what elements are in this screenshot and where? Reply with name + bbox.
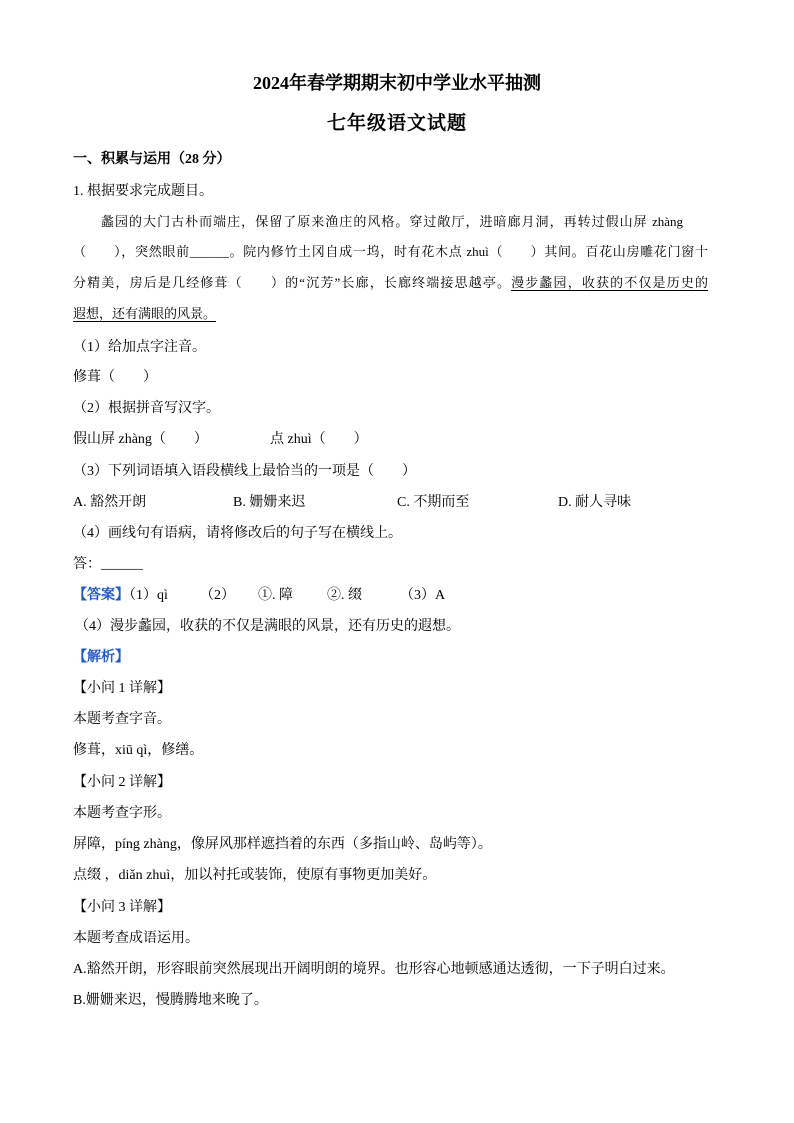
answer-part-4: （4）漫步蠡园，收获的不仅是满眼的风景，还有历史的遐想。	[75, 619, 460, 634]
analysis-line: 本题考查字音。	[73, 712, 171, 727]
underlined-sentence-part-1: 漫步蠡园，收获的不仅是历史的	[511, 275, 708, 290]
answer-part-1: （1）qì	[122, 588, 168, 603]
analysis-label: 【解析】	[73, 650, 129, 665]
analysis-line: 本题考查字形。	[73, 806, 171, 821]
sub-question-1-item: 修葺（ ）	[73, 370, 157, 385]
answer-label: 【答案】	[73, 588, 129, 603]
page-title: 2024年春学期期末初中学业水平抽测	[253, 73, 541, 93]
page-subtitle: 七年级语文试题	[326, 113, 467, 134]
answer-row	[73, 586, 493, 606]
passage-line-3	[73, 273, 708, 293]
sub-question-4-prompt: （4）画线句有语病，请将修改后的句子写在横线上。	[73, 526, 402, 541]
underlined-sentence-part-2: 遐想，还有满眼的风景。	[73, 306, 217, 321]
answer-part-2a: ①. 障	[258, 588, 293, 603]
passage-line-3-plain: 分精美，房后是几经修葺（ ）的“沉芳”长廊，长廊终端接思越亭。	[73, 275, 512, 290]
option-d: D. 耐人寻味	[558, 495, 632, 510]
sub-question-2-item: 点 zhuì（ ）	[270, 432, 368, 447]
analysis-line: A.豁然开朗，形容眼前突然展现出开阔明朗的境界。也形容心地顿感通达透彻，一下子明白过来。	[73, 962, 675, 977]
option-c: C. 不期而至	[397, 495, 470, 510]
answer-part-2b: ②. 缀	[327, 588, 362, 603]
passage-line-1: 蠡园的大门古朴而端庄，保留了原来渔庄的风格。穿过敞厅，进暗廊月洞，再转过假山屏 zhàng	[101, 214, 683, 229]
analysis-line: 点缀 ，diǎn zhuì，加以衬托或装饰，使原有事物更加美好。	[73, 868, 437, 883]
analysis-line: B.姗姗来迟，慢腾腾地来晚了。	[73, 993, 268, 1008]
analysis-line: 屏障，píng zhàng，像屏风那样遮挡着的东西（多指山岭、岛屿等）。	[73, 837, 492, 852]
answer-part-2: （2）	[200, 588, 235, 603]
question-1-prompt: 1. 根据要求完成题目。	[73, 184, 213, 199]
section-heading: 一、积累与运用（28 分）	[73, 152, 231, 167]
analysis-subheading: 【小问 1 详解】	[73, 681, 171, 696]
analysis-subheading: 【小问 3 详解】	[73, 900, 171, 915]
sub-question-2-prompt: （2）根据拼音写汉字。	[73, 401, 220, 416]
answer-part-3: （3）A	[400, 588, 446, 603]
option-a: A. 豁然开朗	[73, 495, 147, 510]
passage-line-2: （ ），突然眼前______。院内修竹土冈自成一坞，时有花木点 zhuì（ ）其间。百花山房雕花门窗十	[73, 244, 708, 259]
answer-blank-line: 答：______	[73, 557, 143, 572]
option-b: B. 姗姗来迟	[233, 495, 306, 510]
sub-question-1-prompt: （1）给加点字注音。	[73, 340, 206, 355]
analysis-line: 修葺，xiū qì，修缮。	[73, 743, 204, 758]
sub-question-2-item: 假山屏 zhàng（ ）	[73, 432, 208, 447]
sub-question-3-prompt: （3）下列词语填入语段横线上最恰当的一项是（ ）	[73, 464, 416, 479]
analysis-subheading: 【小问 2 详解】	[73, 775, 171, 790]
passage-line-4	[73, 304, 373, 324]
analysis-line: 本题考查成语运用。	[73, 931, 199, 946]
